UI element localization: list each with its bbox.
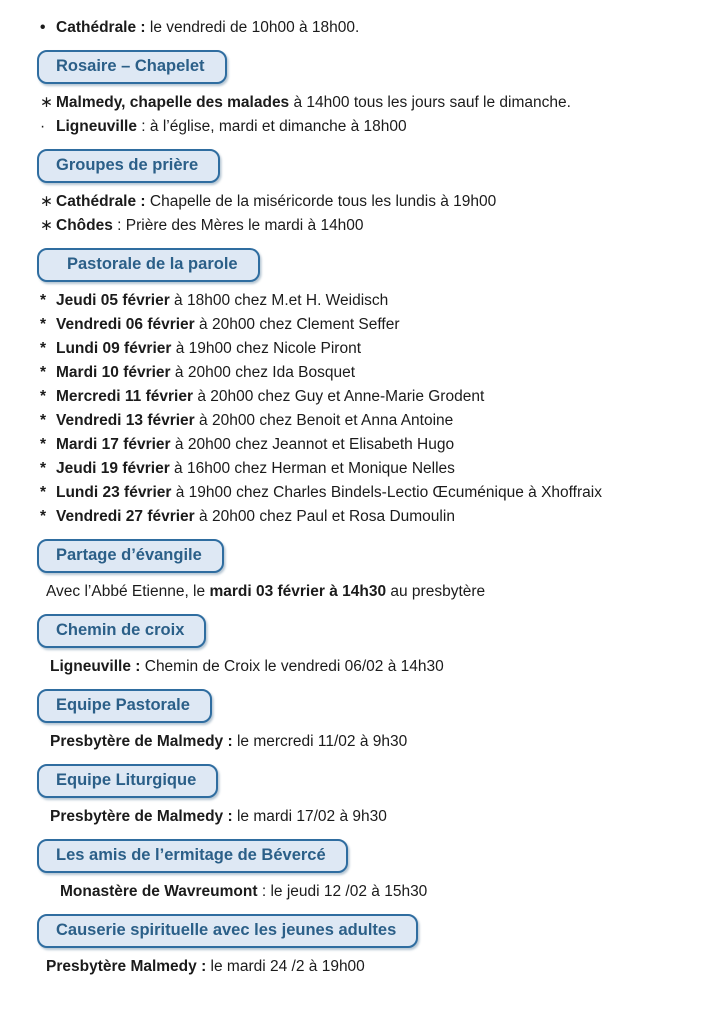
- list-item: [40, 216, 714, 236]
- section-header-row: [37, 539, 714, 573]
- item-text-bold: Mardi 10 février: [56, 364, 171, 381]
- list-item: [40, 459, 714, 479]
- list-item: [40, 363, 714, 383]
- item-text-bold: Lundi 23 février: [56, 484, 172, 501]
- bullet-marker: *: [40, 292, 47, 309]
- item-text-bold: Ligneuville: [56, 118, 137, 135]
- bullet-marker: *: [40, 388, 47, 405]
- section-header: Causerie spirituelle avec les jeunes adultes: [37, 914, 418, 948]
- item-text-bold: Presbytère Malmedy :: [46, 958, 207, 975]
- bullet-marker: ·: [40, 118, 46, 135]
- bullet-marker: *: [40, 460, 47, 477]
- item-text-bold: Ligneuville :: [50, 658, 141, 675]
- item-text-bold: Jeudi 19 février: [56, 460, 170, 477]
- intro-line: [40, 18, 714, 38]
- item-text-post: le mercredi 11/02 à 9h30: [232, 733, 408, 750]
- list-item: [40, 93, 714, 113]
- item-text-post: : à l’église, mardi et dimanche à 18h00: [136, 118, 407, 135]
- item-text-post: à 20h00 chez Paul et Rosa Dumoulin: [194, 508, 455, 525]
- intro-text-bold: Cathédrale :: [56, 19, 146, 36]
- list-item: [40, 339, 714, 359]
- item-text-bold: Mercredi 11 février: [56, 388, 194, 405]
- item-text-bold: Cathédrale :: [56, 193, 146, 210]
- list-item: [40, 411, 714, 431]
- item-text-post: à 19h00 chez Charles Bindels-Lectio Œcuménique à Xhoffraix: [171, 484, 602, 501]
- item-text-bold: Chôdes: [56, 217, 113, 234]
- item-text-post: : le jeudi 12 /02 à 15h30: [257, 883, 428, 900]
- item-text-post: le mardi 17/02 à 9h30: [232, 808, 387, 825]
- item-text-bold: Vendredi 13 février: [56, 412, 195, 429]
- bullet-marker: ∗: [40, 217, 53, 234]
- item-text-post: le mardi 24 /2 à 19h00: [206, 958, 365, 975]
- bullet-marker: *: [40, 508, 47, 525]
- section-header: Equipe Liturgique: [37, 764, 218, 798]
- list-item: [40, 291, 714, 311]
- section-header: Groupes de prière: [37, 149, 220, 183]
- section-header: Chemin de croix: [37, 614, 206, 648]
- item-text-post: à 19h00 chez Nicole Piront: [171, 340, 361, 357]
- section-header-row: [37, 764, 714, 798]
- section-header-row: [37, 149, 714, 183]
- bullet-marker: *: [40, 340, 47, 357]
- list-item: [40, 657, 714, 677]
- item-text-post: à 14h00 tous les jours sauf le dimanche.: [289, 94, 571, 111]
- item-text-bold: Jeudi 05 février: [56, 292, 170, 309]
- section-header-row: [37, 914, 714, 948]
- item-text-pre: Avec l’Abbé Etienne, le: [46, 583, 210, 600]
- item-text-post: au presbytère: [386, 583, 486, 600]
- item-text-bold: Monastère de Wavreumont: [60, 883, 258, 900]
- item-text-post: à 20h00 chez Guy et Anne-Marie Grodent: [193, 388, 485, 405]
- item-text-post: à 20h00 chez Jeannot et Elisabeth Hugo: [170, 436, 455, 453]
- list-item: [40, 435, 714, 455]
- intro-text-post: le vendredi de 10h00 à 18h00.: [145, 19, 360, 36]
- item-text-bold: Vendredi 27 février: [56, 508, 195, 525]
- item-text-post: à 18h00 chez M.et H. Weidisch: [169, 292, 389, 309]
- item-text-post: Chapelle de la miséricorde tous les lundis à 19h00: [145, 193, 497, 210]
- item-text-bold: mardi 03 février à 14h30: [209, 583, 387, 600]
- item-text-bold: Mardi 17 février: [56, 436, 171, 453]
- section-header-row: [37, 839, 714, 873]
- bullet-marker: •: [40, 19, 46, 36]
- section-header-row: [37, 50, 714, 84]
- list-item: [40, 807, 714, 827]
- section-header: Equipe Pastorale: [37, 689, 212, 723]
- bullet-marker: *: [40, 364, 47, 381]
- list-item: [40, 957, 714, 977]
- section-header: Partage d’évangile: [37, 539, 224, 573]
- list-item: [40, 483, 714, 503]
- bullet-marker: *: [40, 412, 47, 429]
- list-item: [40, 582, 714, 602]
- bullet-marker: *: [40, 436, 47, 453]
- item-text-post: à 20h00 chez Clement Seffer: [194, 316, 400, 333]
- list-item: [40, 315, 714, 335]
- list-item: [40, 387, 714, 407]
- list-item: [40, 882, 714, 902]
- list-item: [40, 117, 714, 137]
- item-text-bold: Lundi 09 février: [56, 340, 172, 357]
- list-item: [40, 192, 714, 212]
- section-header: Les amis de l’ermitage de Bévercé: [37, 839, 348, 873]
- item-text-bold: Vendredi 06 février: [56, 316, 195, 333]
- section-header-row: [37, 689, 714, 723]
- list-item: [40, 732, 714, 752]
- bullet-marker: *: [40, 316, 47, 333]
- section-header: Pastorale de la parole: [37, 248, 260, 282]
- item-text-post: Chemin de Croix le vendredi 06/02 à 14h30: [140, 658, 444, 675]
- bullet-marker: ∗: [40, 94, 53, 111]
- item-text-post: : Prière des Mères le mardi à 14h00: [112, 217, 364, 234]
- list-item: [40, 507, 714, 527]
- item-text-bold: Presbytère de Malmedy :: [50, 808, 233, 825]
- section-header-row: [37, 614, 714, 648]
- item-text-post: à 20h00 chez Ida Bosquet: [170, 364, 356, 381]
- section-header: Rosaire – Chapelet: [37, 50, 227, 84]
- item-text-post: à 16h00 chez Herman et Monique Nelles: [169, 460, 455, 477]
- item-text-bold: Malmedy, chapelle des malades: [56, 94, 290, 111]
- bullet-marker: ∗: [40, 193, 53, 210]
- item-text-bold: Presbytère de Malmedy :: [50, 733, 233, 750]
- bullet-marker: *: [40, 484, 47, 501]
- section-header-row: [37, 248, 714, 282]
- item-text-post: à 20h00 chez Benoit et Anna Antoine: [194, 412, 454, 429]
